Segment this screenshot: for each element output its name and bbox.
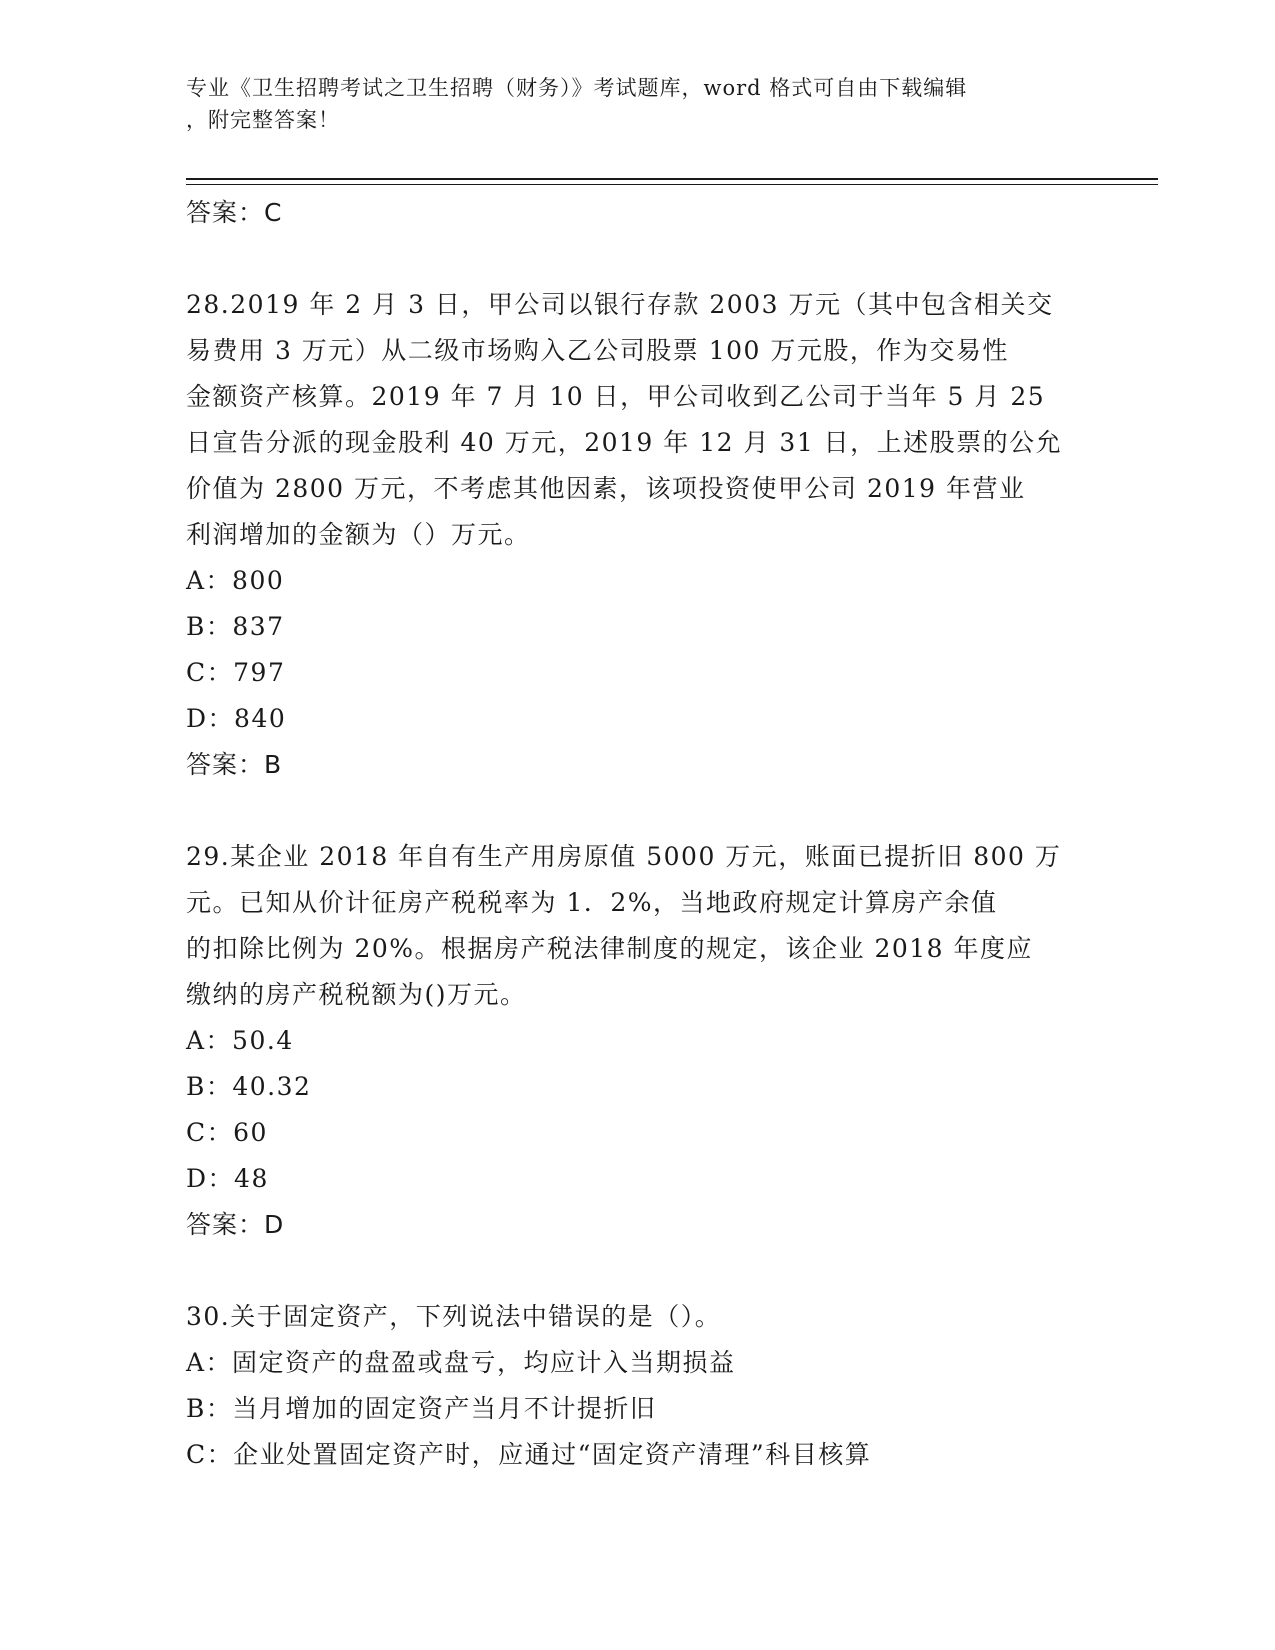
option-d: D：840 [186,704,287,733]
question-text-line: 28.2019 年 2 月 3 日，甲公司以银行存款 2003 万元（其中包含相关交 [186,290,1054,319]
answer-line: 答案：C [186,198,283,227]
header-line-1: 专业《卫生招聘考试之卫生招聘（财务）》考试题库，word 格式可自由下载编辑 [186,76,968,100]
question-text-line: 利润增加的金额为（）万元。 [186,520,531,549]
header-divider-thin [186,184,1158,185]
answer-line: 答案：D [186,1210,285,1239]
question-text-line: 金额资产核算。2019 年 7 月 10 日，甲公司收到乙公司于当年 5 月 25 [186,382,1046,411]
question-text-line: 30.关于固定资产，下列说法中错误的是（）。 [186,1302,722,1331]
option-d: D：48 [186,1164,269,1193]
question-text-line: 日宣告分派的现金股利 40 万元，2019 年 12 月 31 日，上述股票的公允 [186,428,1063,457]
option-b: B：837 [186,612,285,641]
option-c: C：企业处置固定资产时，应通过“固定资产清理”科目核算 [186,1440,872,1469]
answer-line: 答案：B [186,750,283,779]
question-text-line: 元。已知从价计征房产税税率为 1．2%，当地政府规定计算房产余值 [186,888,998,917]
question-text-line: 的扣除比例为 20%。根据房产税法律制度的规定，该企业 2018 年度应 [186,934,1034,963]
option-a: A：800 [186,566,285,595]
option-b: B：当月增加的固定资产当月不计提折旧 [186,1394,657,1423]
question-text-line: 缴纳的房产税税额为()万元。 [186,980,527,1009]
question-28 [186,282,1086,788]
option-a: A：固定资产的盘盈或盘亏，均应计入当期损益 [186,1348,736,1377]
option-b: B：40.32 [186,1072,312,1101]
question-29 [186,834,1086,1248]
question-text-line: 易费用 3 万元）从二级市场购入乙公司股票 100 万元股，作为交易性 [186,336,1009,365]
question-text-line: 29.某企业 2018 年自有生产用房原值 5000 万元，账面已提折旧 800 万 [186,842,1062,871]
option-c: C：797 [186,658,286,687]
option-a: A：50.4 [186,1026,294,1055]
header-line-2: ，附完整答案！ [186,108,340,132]
question-30 [186,1294,1086,1478]
question-list [186,190,1086,1478]
header-divider-thick [186,178,1158,180]
document-header [186,72,1086,136]
question-text-line: 价值为 2800 万元，不考虑其他因素，该项投资使甲公司 2019 年营业 [186,474,1026,503]
option-c: C：60 [186,1118,268,1147]
